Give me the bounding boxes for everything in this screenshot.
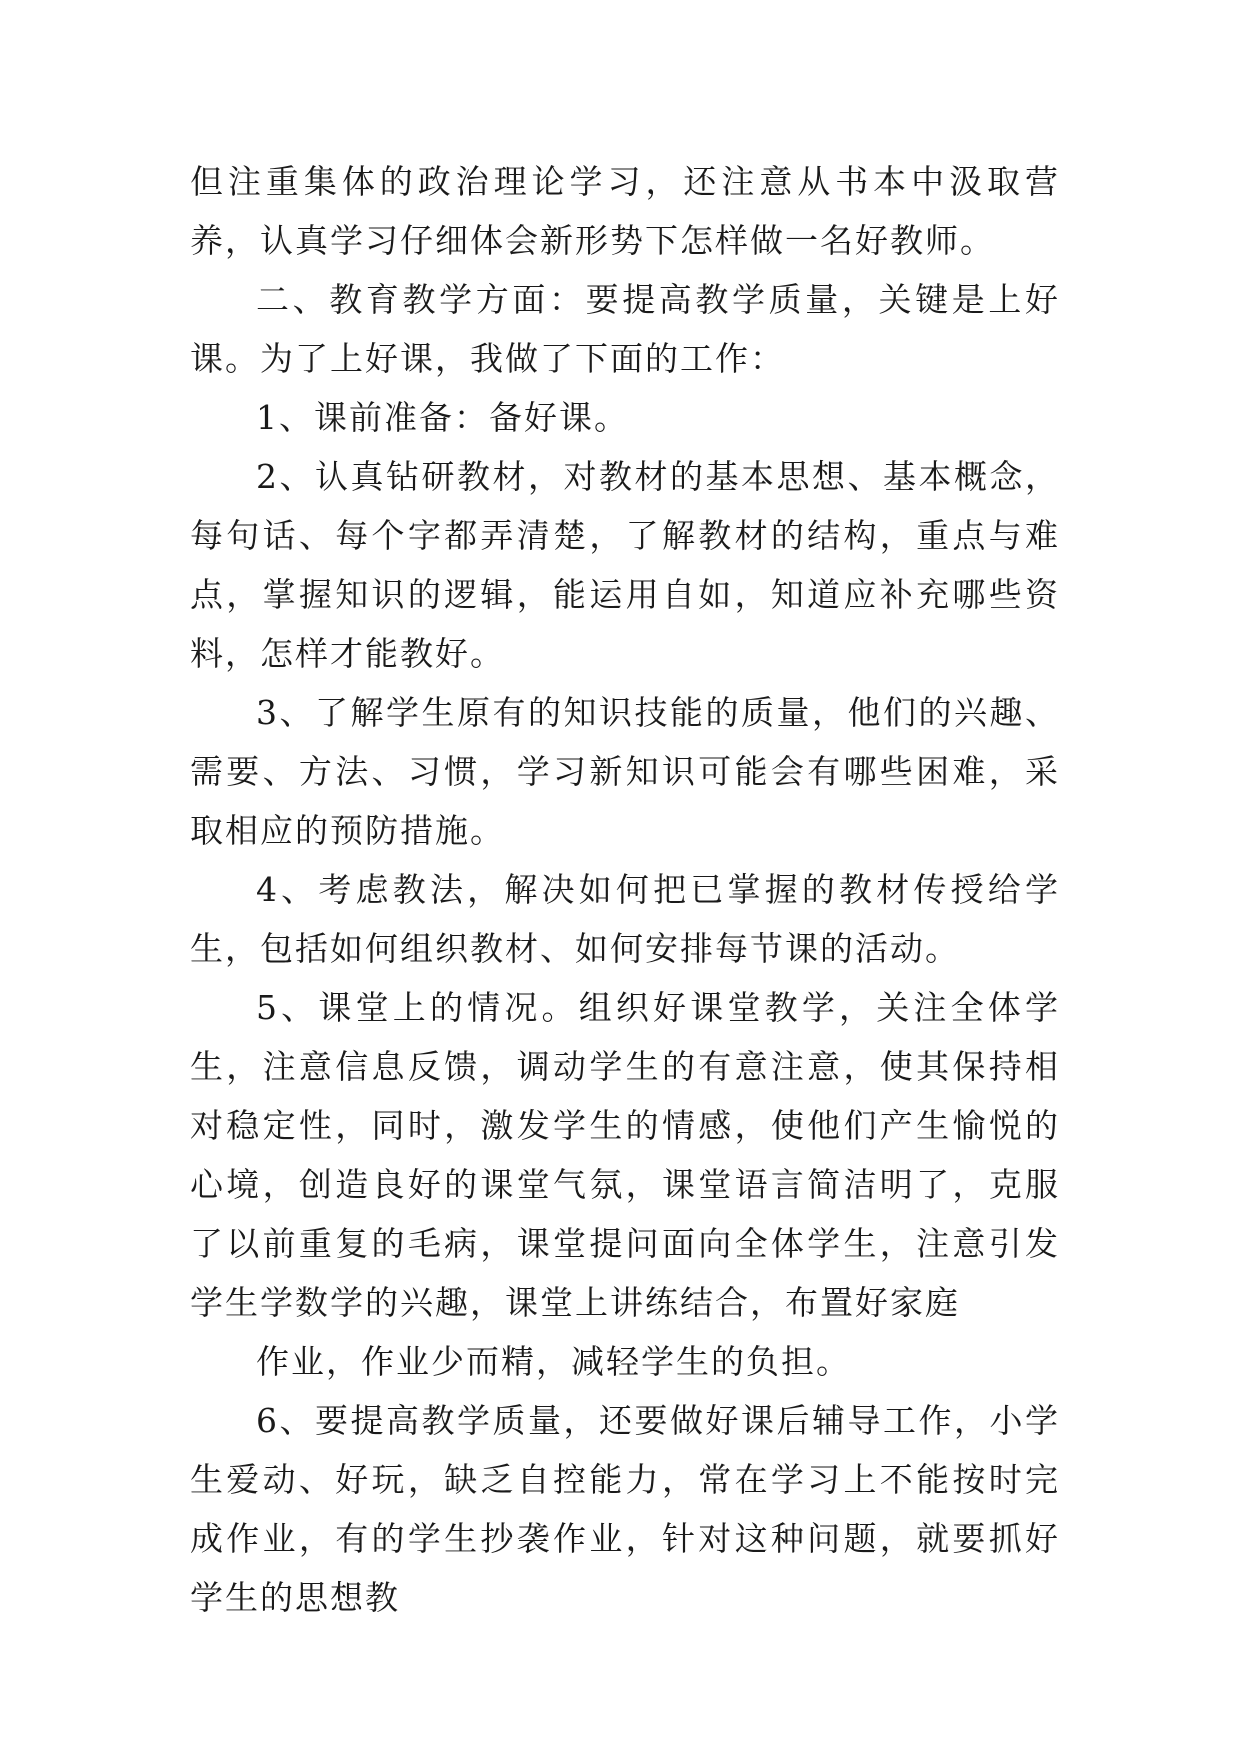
paragraph-1: 但注重集体的政治理论学习，还注意从书本中汲取营养，认真学习仔细体会新形势下怎样做一名好教师。 (190, 162, 1060, 260)
paragraph-7: 5、课堂上的情况。组织好课堂教学，关注全体学生，注意信息反馈，调动学生的有意注意，使其保持相对稳定性，同时，激发学生的情感，使他们产生愉悦的心境，创造良好的课堂气氛，课堂语言简洁明了，克服了以前重复的毛病，课堂提问面向全体学生，注意引发学生学数学的兴趣，课堂上讲练结合，布置好家庭 (190, 988, 1060, 1322)
paragraph-5: 3、了解学生原有的知识技能的质量，他们的兴趣、需要、方法、习惯，学习新知识可能会有哪些困难，采取相应的预防措施。 (190, 693, 1060, 850)
document-body (190, 152, 1060, 1627)
paragraph-4: 2、认真钻研教材，对教材的基本思想、基本概念，每句话、每个字都弄清楚，了解教材的结构，重点与难点，掌握知识的逻辑，能运用自如，知道应补充哪些资料，怎样才能教好。 (190, 457, 1060, 673)
paragraph-3: 1、课前准备：备好课。 (256, 398, 629, 437)
paragraph-8: 作业，作业少而精，减轻学生的负担。 (256, 1342, 851, 1381)
paragraph-6: 4、考虑教法，解决如何把已掌握的教材传授给学生，包括如何组织教材、如何安排每节课的活动。 (190, 870, 1060, 968)
paragraph-2: 二、教育教学方面：要提高教学质量，关键是上好课。为了上好课，我做了下面的工作： (190, 280, 1060, 378)
paragraph-9: 6、要提高教学质量，还要做好课后辅导工作，小学生爱动、好玩，缺乏自控能力，常在学习上不能按时完成作业，有的学生抄袭作业，针对这种问题，就要抓好学生的思想教 (190, 1401, 1060, 1617)
